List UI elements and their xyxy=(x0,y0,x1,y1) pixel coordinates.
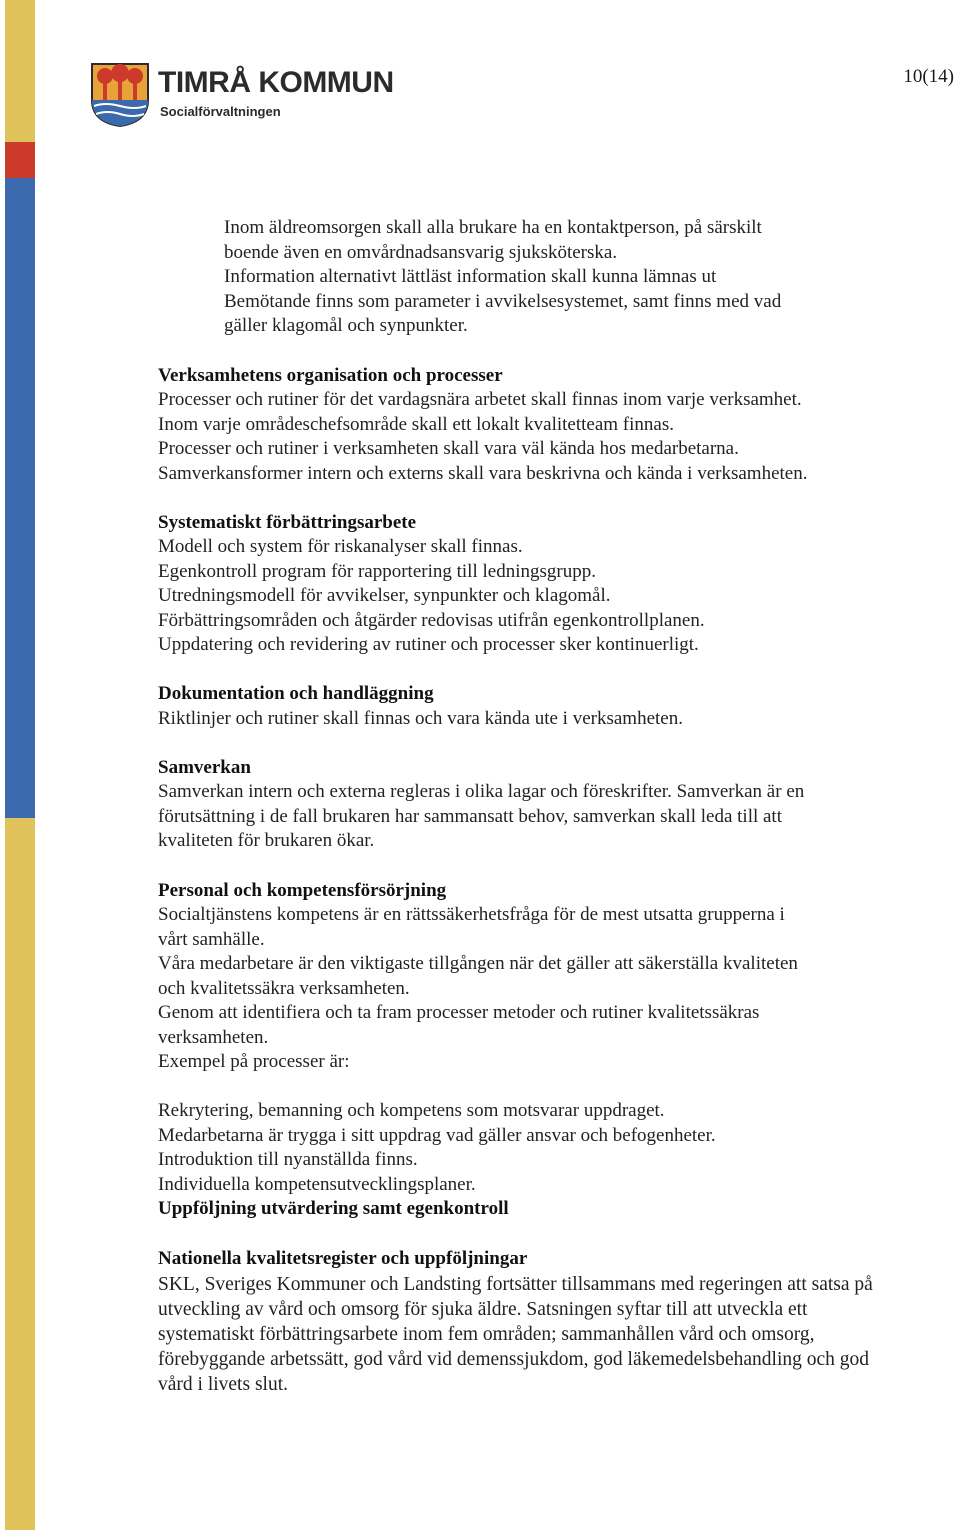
paragraph-line: Processer och rutiner i verksamheten skall vara väl kända hos medarbetarna. xyxy=(158,438,739,459)
intro-line: boende även en omvårdnadsansvarig sjuksköterska. xyxy=(224,242,618,263)
stripe-blue xyxy=(5,178,35,818)
example-line: Introduktion till nyanställda finns. xyxy=(158,1149,418,1170)
section-heading-registers: Nationella kvalitetsregister och uppföljningar xyxy=(158,1248,528,1269)
example-line: Individuella kompetensutvecklingsplaner. xyxy=(158,1174,476,1195)
paragraph-line: Förbättringsområden och åtgärder redovisas utifrån egenkontrollplanen. xyxy=(158,610,705,631)
paragraph-line: förutsättning i de fall brukaren har sammansatt behov, samverkan skall leda till att xyxy=(158,806,782,827)
paragraph-line: vård i livets slut. xyxy=(158,1374,288,1395)
section-heading-followup: Uppföljning utvärdering samt egenkontroll xyxy=(158,1198,509,1219)
paragraph-line: Modell och system för riskanalyser skall finnas. xyxy=(158,536,523,557)
example-line: Rekrytering, bemanning och kompetens som motsvarar uppdraget. xyxy=(158,1100,665,1121)
paragraph-line: Egenkontroll program för rapportering till ledningsgrupp. xyxy=(158,561,596,582)
paragraph-line: Inom varje områdeschefsområde skall ett lokalt kvalitetteam finnas. xyxy=(158,414,674,435)
org-name: TIMRÅ KOMMUN xyxy=(158,66,394,99)
stripe-yellow-top xyxy=(5,0,35,142)
intro-line: gäller klagomål och synpunkter. xyxy=(224,315,468,336)
section-heading-cooperation: Samverkan xyxy=(158,757,251,778)
paragraph-line: och kvalitetssäkra verksamheten. xyxy=(158,978,410,999)
example-line: Medarbetarna är trygga i sitt uppdrag vad gäller ansvar och befogenheter. xyxy=(158,1125,716,1146)
intro-line: Information alternativt lättläst information skall kunna lämnas ut xyxy=(224,266,717,287)
page-number: 10(14) xyxy=(903,66,954,87)
paragraph-line: vårt samhälle. xyxy=(158,929,265,950)
paragraph-line: utveckling av vård och omsorg för sjuka äldre. Satsningen syftar till att utveckla ett xyxy=(158,1299,808,1320)
paragraph-line: Riktlinjer och rutiner skall finnas och vara kända ute i verksamheten. xyxy=(158,708,683,729)
org-department: Socialförvaltningen xyxy=(160,104,281,119)
paragraph-line: Våra medarbetare är den viktigaste tillgången när det gäller att säkerställa kvaliteten xyxy=(158,953,798,974)
paragraph-line: Processer och rutiner för det vardagsnära arbetet skall finnas inom varje verksamhet. xyxy=(158,389,802,410)
paragraph-line: SKL, Sveriges Kommuner och Landsting fortsätter tillsammans med regeringen att satsa på xyxy=(158,1274,873,1295)
paragraph-line: systematiskt förbättringsarbete inom fem områden; sammanhållen vård och omsorg, xyxy=(158,1324,815,1345)
paragraph-line: Exempel på processer är: xyxy=(158,1051,350,1072)
paragraph-line: kvaliteten för brukaren ökar. xyxy=(158,830,375,851)
paragraph-line: förebyggande arbetssätt, god vård vid demenssjukdom, god läkemedelsbehandling och god xyxy=(158,1349,870,1370)
section-heading-staff: Personal och kompetensförsörjning xyxy=(158,880,447,901)
intro-line: Inom äldreomsorgen skall alla brukare ha en kontaktperson, på särskilt xyxy=(224,217,762,238)
org-logo xyxy=(90,62,394,128)
paragraph-line: Samverkansformer intern och externs skall vara beskrivna och kända i verksamheten. xyxy=(158,463,808,484)
paragraph-line: Uppdatering och revidering av rutiner och processer sker kontinuerligt. xyxy=(158,634,699,655)
section-heading-improvement: Systematiskt förbättringsarbete xyxy=(158,512,417,533)
paragraph-line: Utredningsmodell för avvikelser, synpunkter och klagomål. xyxy=(158,585,611,606)
paragraph-line: Socialtjänstens kompetens är en rättssäkerhetsfråga för de mest utsatta grupperna i xyxy=(158,904,785,925)
paragraph-line: Samverkan intern och externa regleras i olika lagar och föreskrifter. Samverkan är en xyxy=(158,781,805,802)
paragraph-line: Genom att identifiera och ta fram processer metoder och rutiner kvalitetssäkras xyxy=(158,1002,760,1023)
section-heading-documentation: Dokumentation och handläggning xyxy=(158,683,434,704)
stripe-red xyxy=(5,142,35,178)
intro-line: Bemötande finns som parameter i avvikelsesystemet, samt finns med vad xyxy=(224,291,782,312)
paragraph-line: verksamheten. xyxy=(158,1027,269,1048)
stripe-yellow-bottom xyxy=(5,818,35,1530)
section-heading-organisation: Verksamhetens organisation och processer xyxy=(158,365,503,386)
coat-of-arms-icon xyxy=(90,62,150,128)
